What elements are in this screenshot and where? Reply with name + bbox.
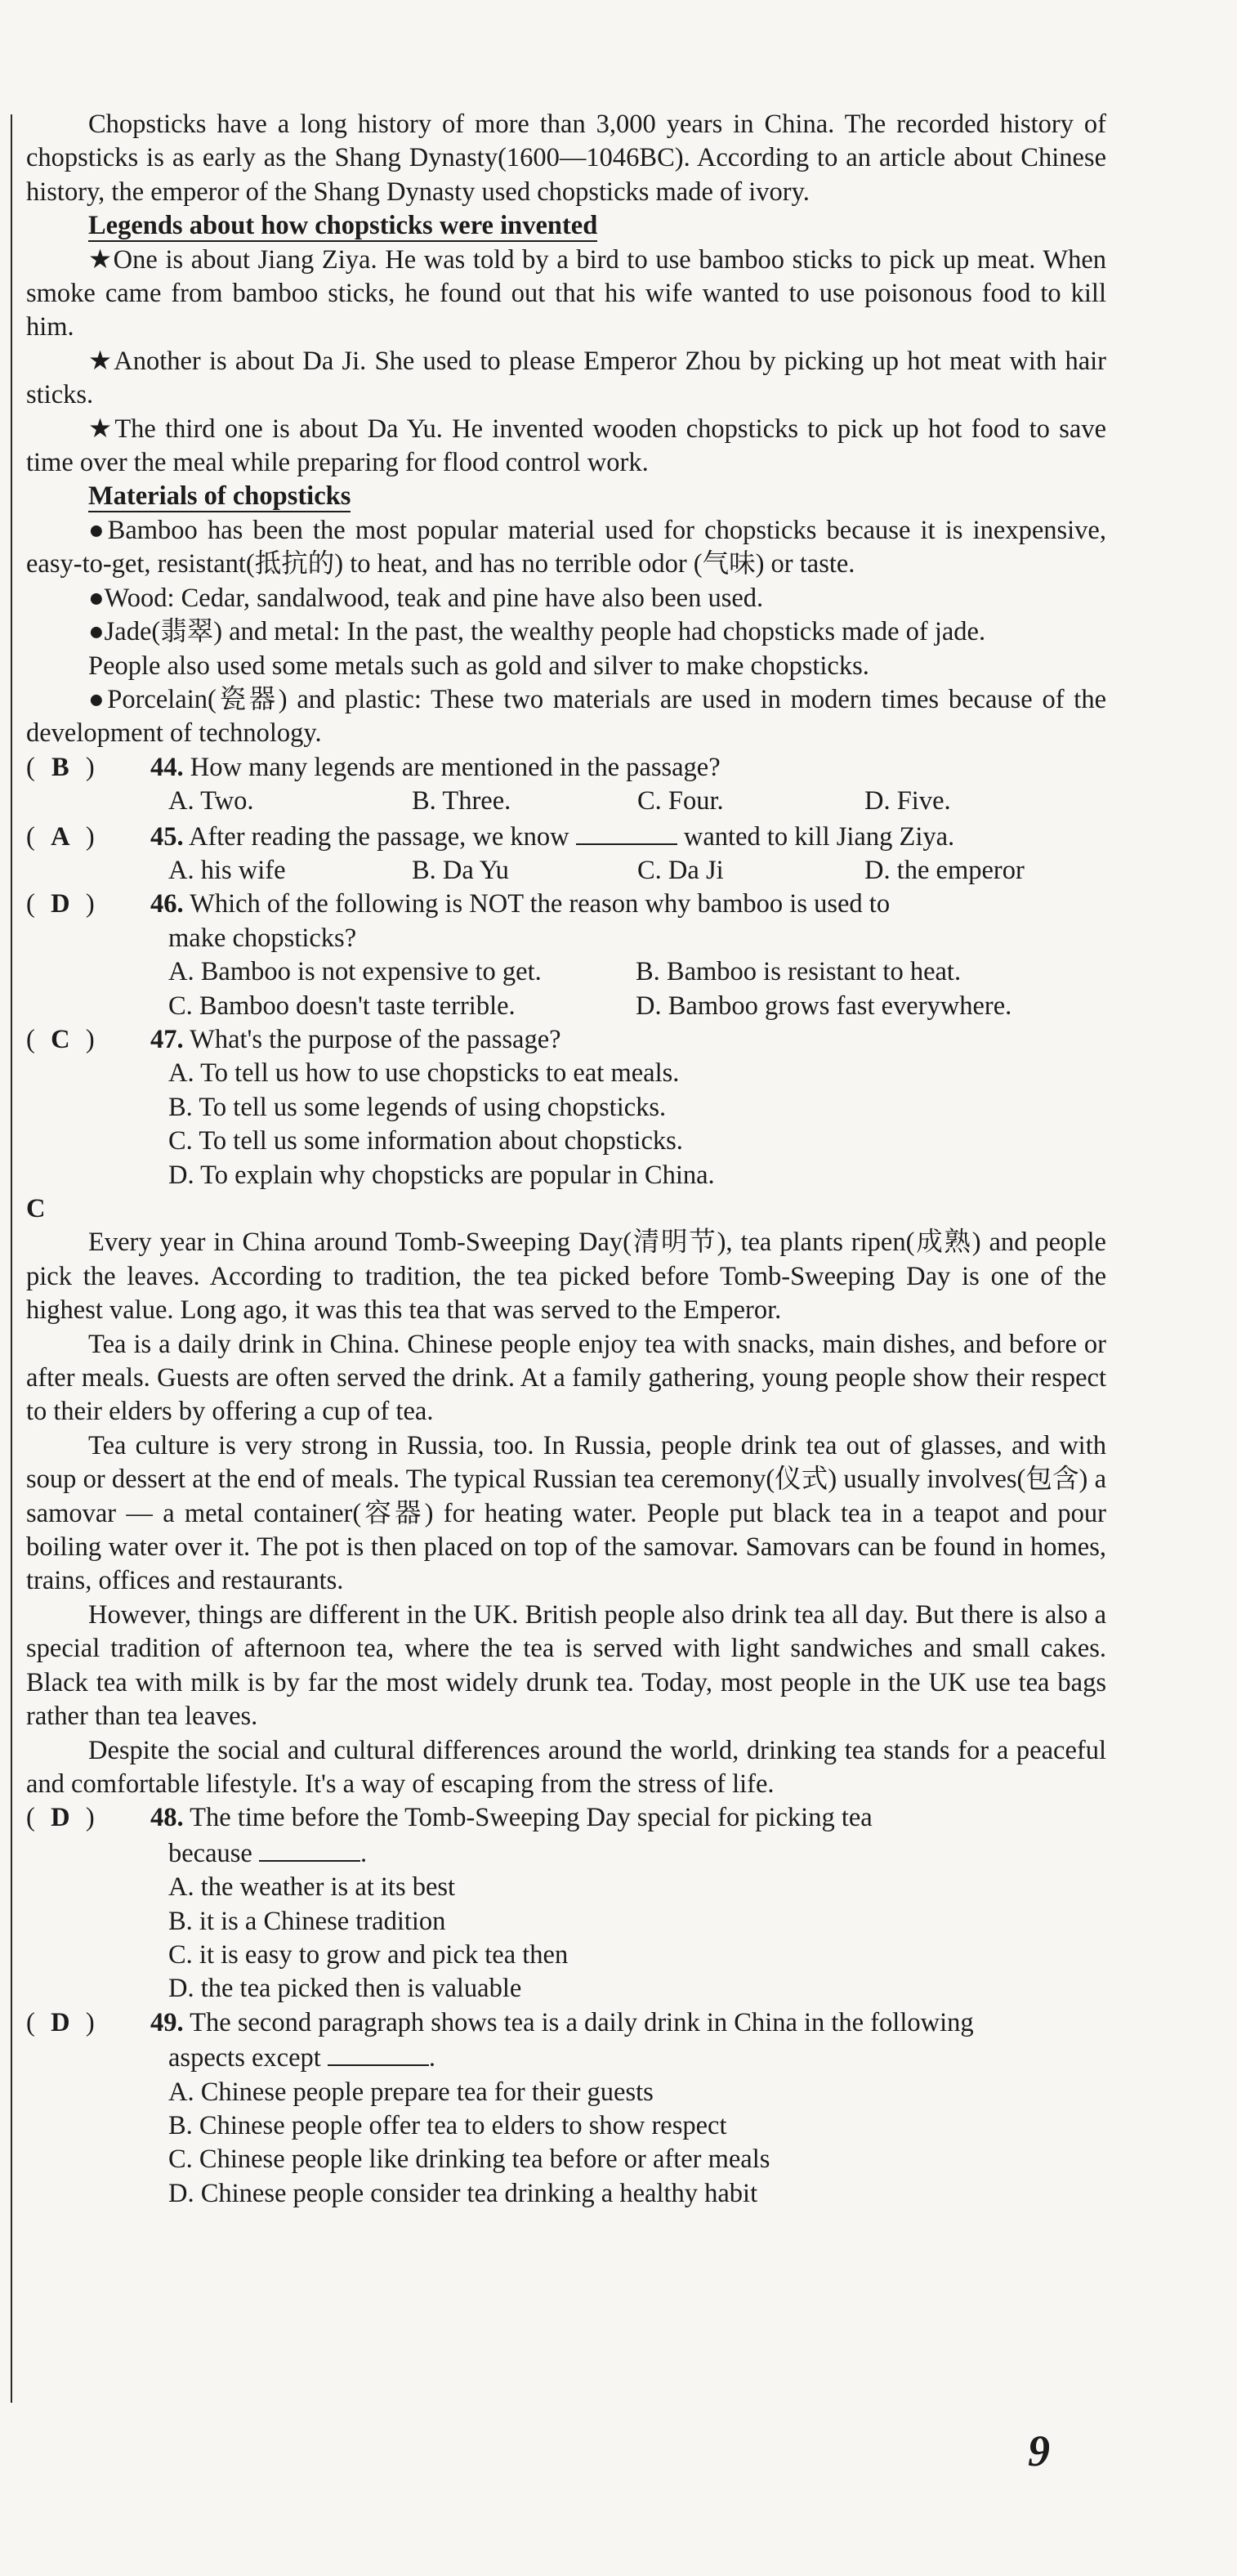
materials-heading: Materials of chopsticks [88,481,351,512]
page-number: 9 [1028,2426,1050,2475]
answer-49: D [51,2007,70,2037]
legends-heading: Legends about how chopsticks were invented [88,211,598,241]
material-wood: ●Wood: Cedar, sandalwood, teak and pine have also been used. [88,583,764,613]
option-d: D. Chinese people consider tea drinking a healthy habit [168,2178,758,2208]
question-number: 44. [150,752,184,782]
answer-44: B [51,752,69,782]
question-stem-end: wanted to kill Jiang Ziya. [683,821,955,852]
answer-blank [259,1836,360,1862]
legend-1: ★One is about Jiang Ziya. He was told by a bird to use bamboo sticks to pick up meat. When smoke came from bamboo sticks, he found out that his wife wanted to use poisonous food to kill him. [26,244,1106,342]
material-gold-silver: People also used some metals such as gold and silver to make chopsticks. [88,651,869,681]
option-c: C. it is easy to grow and pick tea then [168,1939,569,1970]
passage-c-paragraph-2: Tea is a daily drink in China. Chinese people enjoy tea with snacks, main dishes, and before or after meals. Guests are often served the drink. At a family gathering, young people show their respect to their elders by offering a cup of tea. [26,1329,1106,1427]
question-45: ( A ) 45. After reading the passage, we know wanted to kill Jiang Ziya. A. his wife B. Da Yu C. Da Ji D. the emperor [26,819,1106,888]
question-49: ( D ) 49. The second paragraph shows tea is a daily drink in China in the following aspects except . A. Chinese people prepare tea for their guests B. Chinese people offer tea to elders to show respect C. Chinese people like drinking tea before or after meals D. Chinese people consider tea drinking a healthy habit [26,2006,1106,2211]
question-48: ( D ) 48. The time before the Tomb-Sweeping Day special for picking tea because . A. the weather is at its best B. it is a Chinese tradition C. it is easy to grow and pick tea then D. the tea picked then is valuable [26,1801,1106,2006]
material-porcelain-plastic: ●Porcelain(瓷器) and plastic: These two materials are used in modern times because of the development of technology. [26,684,1106,749]
legend-3: ★The third one is about Da Yu. He invented wooden chopsticks to pick up hot food to save time over the meal while preparing for flood control work. [26,414,1106,478]
option-a: A. his wife [168,855,286,885]
option-c: C. To tell us some information about chopsticks. [168,1126,683,1156]
option-a: A. To tell us how to use chopsticks to eat meals. [168,1058,680,1089]
left-margin-rule [11,114,12,2403]
question-stem: Which of the following is NOT the reason why bamboo is used to [190,889,891,919]
question-number: 49. [150,2007,184,2037]
option-c: C. Da Ji [637,855,724,885]
passage-b-intro: Chopsticks have a long history of more than 3,000 years in China. The recorded history of chopsticks is as early as the Shang Dynasty(1600—1046BC). According to an article about Chinese history, the emperor of the Shang Dynasty used chopsticks made of ivory. [26,110,1106,207]
passage-c-paragraph-1: Every year in China around Tomb-Sweeping Day(清明节), tea plants ripen(成熟) and people pick the leaves. According to tradition, the tea picked before Tomb-Sweeping Day is one of the highest value. Long ago, it was this tea that was served to the Emperor. [26,1228,1106,1326]
section-c-letter: C [26,1194,46,1223]
question-stem-cont: because . [26,1836,1106,1871]
option-b: B. it is a Chinese tradition [168,1906,446,1936]
option-c: C. Four. [637,786,724,816]
passage-c-paragraph-5: Despite the social and cultural differences around the world, drinking tea stands for a peaceful and comfortable lifestyle. It's a way of escaping from the stress of life. [26,1735,1106,1799]
answer-45: A [51,821,70,852]
passage-c-paragraph-4: However, things are different in the UK. British people also drink tea all day. But there is also a special tradition of afternoon tea, where the tea is served with light sandwiches and small cakes. Black tea with milk is by far the most widely drunk tea. Today, most people in the UK use tea bags rather than tea leaves. [26,1599,1106,1732]
answer-blank [328,2040,429,2066]
question-stem-cont: aspects except . [26,2040,1106,2075]
option-a: A. Bamboo is not expensive to get. [168,957,542,987]
question-stem: The time before the Tomb-Sweeping Day special for picking tea [190,1803,873,1833]
material-bamboo: ●Bamboo has been the most popular material used for chopsticks because it is inexpensive, easy-to-get, resistant(抵抗的) to heat, and has no terrible odor (气味) or taste. [26,515,1106,579]
option-c: C. Bamboo doesn't taste terrible. [168,991,516,1021]
question-47: ( C ) 47. What's the purpose of the passage? A. To tell us how to use chopsticks to eat meals. B. To tell us some legends of using chopsticks. C. To tell us some information about chopsticks. D. To explain why chopsticks are popular in China. [26,1023,1106,1192]
option-d: D. the emperor [864,855,1025,885]
material-jade-metal: ●Jade(翡翠) and metal: In the past, the wealthy people had chopsticks made of jade. [88,617,986,647]
option-c: C. Chinese people like drinking tea before or after meals [168,2144,770,2175]
answer-46: D [51,889,70,919]
legend-2: ★Another is about Da Ji. She used to please Emperor Zhou by picking up hot meat with hair sticks. [26,346,1106,410]
option-a: A. the weather is at its best [168,1872,456,1903]
question-number: 48. [150,1803,184,1833]
question-stem: The second paragraph shows tea is a daily drink in China in the following [190,2007,974,2037]
question-stem: How many legends are mentioned in the passage? [190,752,721,782]
option-a: A. Two. [168,786,254,816]
passage-c-paragraph-3: Tea culture is very strong in Russia, too. In Russia, people drink tea out of glasses, and with soup or dessert at the end of meals. The typical Russian tea ceremony(仪式) usually involves(包含) a samovar — a metal container(容器) for heating water. People put black tea in a teapot and pour boiling water over it. The pot is then placed on top of the samovar. Samovars can be found in homes, trains, offices and restaurants. [26,1430,1106,1596]
option-d: D. To explain why chopsticks are popular in China. [168,1160,715,1190]
option-b: B. To tell us some legends of using chopsticks. [168,1092,667,1122]
question-number: 46. [150,889,184,919]
question-stem: After reading the passage, we know [188,821,569,852]
option-d: D. Bamboo grows fast everywhere. [636,991,1012,1021]
answer-47: C [51,1024,70,1054]
option-b: B. Bamboo is resistant to heat. [636,957,962,987]
option-b: B. Da Yu [412,855,509,885]
option-b: B. Three. [412,786,511,816]
question-number: 45. [150,821,184,852]
option-d: D. the tea picked then is valuable [168,1974,522,2004]
option-d: D. Five. [864,786,951,816]
option-b: B. Chinese people offer tea to elders to show respect [168,2110,727,2140]
page-content [26,108,1106,2211]
question-number: 47. [150,1024,184,1054]
answer-blank [576,819,677,845]
question-stem: What's the purpose of the passage? [190,1024,561,1054]
question-46: ( D ) 46. Which of the following is NOT the reason why bamboo is used to make chopsticks? A. Bamboo is not expensive to get. B. Bamboo is resistant to heat. C. Bamboo doesn't taste terrible. D. Bamboo grows fast everywhere. [26,888,1106,1023]
answer-48: D [51,1803,70,1833]
option-a: A. Chinese people prepare tea for their guests [168,2077,654,2107]
question-44: ( B ) 44. How many legends are mentioned in the passage? A. Two. B. Three. C. Four. D. Five. [26,751,1106,819]
question-stem-cont: make chopsticks? [168,923,357,953]
